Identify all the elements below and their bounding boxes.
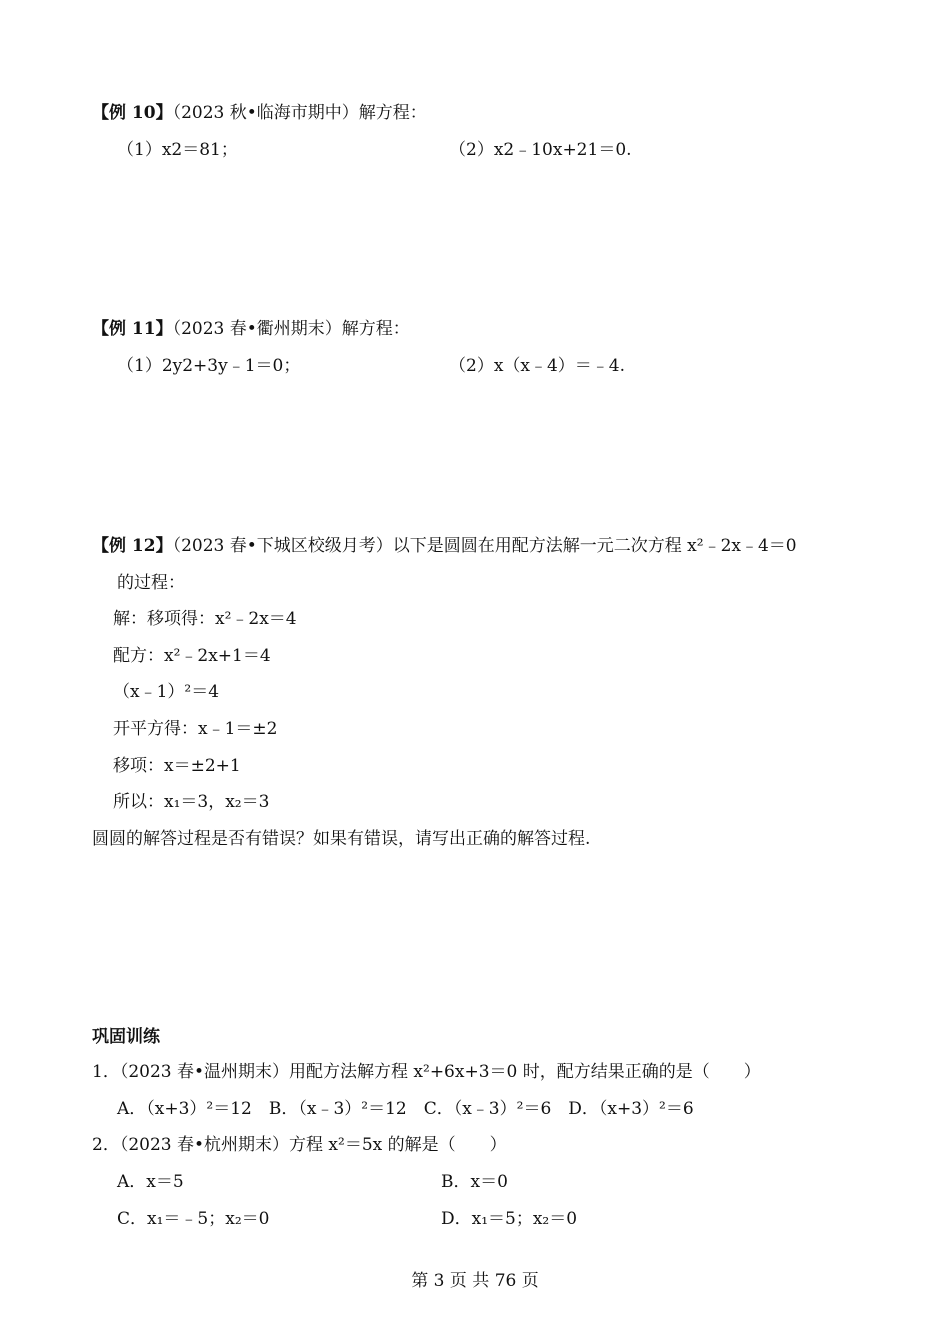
- example-11-source: （2023 春•衢州期末）解方程：: [172, 319, 410, 339]
- question-2-option-d: D．x₁＝5；x₂＝0: [441, 1209, 578, 1229]
- question-1-options: A．（x+3）²＝12 B．（x﹣3）²＝12 C．（x﹣3）²＝6 D．（x+3）²＝6: [117, 1099, 694, 1119]
- example-11-part-2: （2）x（x﹣4）＝﹣4.: [449, 356, 626, 376]
- practice-heading: 巩固训练: [92, 1027, 160, 1047]
- example-12-line-2: 的过程：: [117, 573, 185, 593]
- example-12-line-1: （2023 春•下城区校级月考）以下是圆圆在用配方法解一元二次方程 x²﹣2x﹣4＝0: [172, 536, 797, 556]
- page-footer: 第 3 页 共 76 页: [411, 1271, 539, 1291]
- example-12-tag: 【例 12】: [92, 536, 173, 556]
- example-10-source: （2023 秋•临海市期中）解方程：: [172, 103, 427, 123]
- example-11-header: [92, 318, 410, 340]
- solution-step-2: 配方：x²﹣2x+1＝4: [113, 646, 271, 666]
- example-11-tag: 【例 11】: [92, 319, 173, 339]
- solution-step-5: 移项：x＝±2+1: [113, 756, 241, 776]
- question-2-option-b: B．x＝0: [441, 1172, 508, 1192]
- question-2-stem: 2．（2023 春•杭州期末）方程 x²＝5x 的解是（ ）: [92, 1135, 507, 1155]
- example-11-part-1: （1）2y2+3y﹣1＝0；: [117, 356, 301, 376]
- example-10-part-1: （1）x2＝81；: [117, 140, 238, 160]
- example-12-header: [92, 535, 797, 557]
- example-10-part-2: （2）x2﹣10x+21＝0.: [449, 140, 632, 160]
- solution-step-4: 开平方得：x﹣1＝±2: [113, 719, 278, 739]
- solution-step-3: （x﹣1）²＝4: [113, 682, 220, 702]
- solution-step-1: 解：移项得：x²﹣2x＝4: [113, 609, 297, 629]
- example-12-question: 圆圆的解答过程是否有错误？如果有错误，请写出正确的解答过程.: [92, 829, 591, 849]
- example-10-tag: 【例 10】: [92, 103, 173, 123]
- question-2-option-a: A．x＝5: [117, 1172, 184, 1192]
- question-2-option-c: C．x₁＝﹣5；x₂＝0: [117, 1209, 270, 1229]
- solution-step-6: 所以：x₁＝3，x₂＝3: [113, 792, 270, 812]
- question-1-stem: 1．（2023 春•温州期末）用配方法解方程 x²+6x+3＝0 时，配方结果正确的是（ ）: [92, 1062, 761, 1082]
- example-10-header: [92, 102, 427, 124]
